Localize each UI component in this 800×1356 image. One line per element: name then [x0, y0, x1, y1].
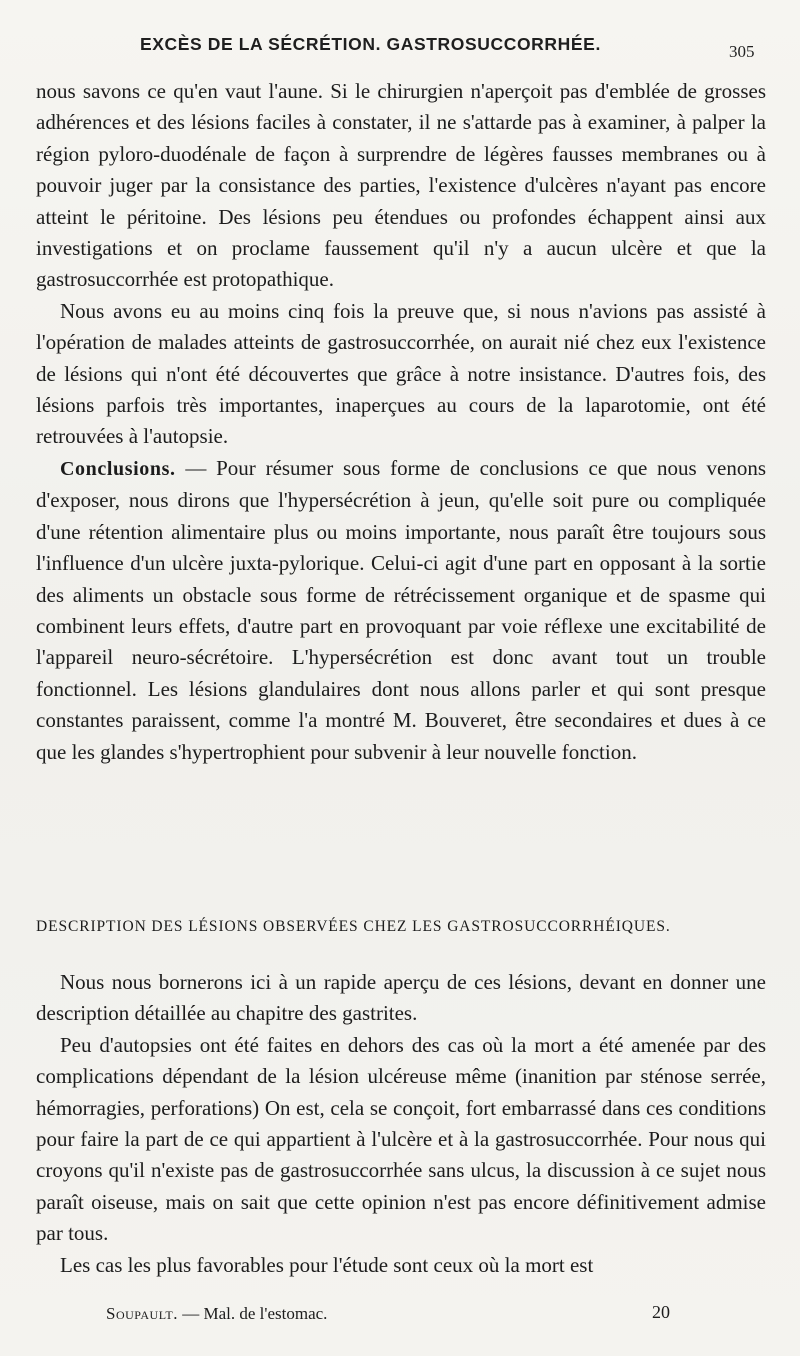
running-head — [0, 34, 800, 60]
conclusions-text: — Pour résumer sous forme de conclusions ce que nous venons d'exposer, nous dirons que l'hypersécrétion à jeun, qu'elle soit pure ou compliquée d'une rétention alimentaire plus ou moins importante, nous paraît être toujours sous l'influence d'un ulcère juxta-pylorique. Celui-ci agit d'une part en opposant à la sortie des aliments un obstacle sous forme de rétrécissement organique et de spasme qui combinent leurs effets, d'autre part en provoquant par voie réflexe une excitabilité de l'appareil neuro-sécrétoire. L'hypersécrétion est donc avant tout un trouble fonctionnel. Les lésions glandulaires dont nous allons parler et qui sont presque constantes paraissent, comme l'a montré M. Bouveret, être secondaires et dues à ce que les glandes s'hypertrophient pour subvenir à leur nouvelle fonction. — [36, 455, 766, 764]
paragraph: Peu d'autopsies ont été faites en dehors des cas où la mort a été amenée par des complications dépendant de la lésion ulcéreuse même (inanition par sténose serrée, hémorragies, perforations) On est, cela se conçoit, fort embarrassé dans ces conditions pour faire la part de ce qui appartient à l'ulcère et à la gastrosuccorrhée. Pour nous qui croyons qu'il n'existe pas de gastrosuccorrhée sans ulcus, la discussion à ce sujet nous paraît oiseuse, mais on sait que cette opinion n'est pas encore définitivement admise par tous. — [36, 1032, 766, 1246]
text-block-lower — [36, 967, 766, 1281]
signature-mark: 20 — [652, 1302, 670, 1322]
footer-citation — [106, 1304, 327, 1324]
paragraph: Les cas les plus favorables pour l'étude sont ceux où la mort est — [60, 1252, 594, 1277]
section-heading: DESCRIPTION DES LÉSIONS OBSERVÉES CHEZ LES GASTROSUCCORRHÉIQUES. — [36, 918, 671, 935]
text-block-upper — [36, 76, 766, 768]
running-title: EXCÈS DE LA SÉCRÉTION. GASTROSUCCORRHÉE. — [140, 34, 601, 54]
paragraph: Nous nous bornerons ici à un rapide aperçu de ces lésions, devant en donner une description détaillée au chapitre des gastrites. — [36, 970, 766, 1026]
paragraph-continued: nous savons ce qu'en vaut l'aune. Si le chirurgien n'aperçoit pas d'emblée de grosses adhérences et des lésions faciles à constater, il ne s'attarde pas à examiner, à palper la région pyloro-duodénale de façon à surprendre de légères fausses membranes ou à pouvoir juger par la consistance des parties, l'existence d'ulcères n'ayant pas encore atteint le péritoine. Des lésions peu étendues ou profondes échappent ainsi aux investigations et on proclame faussement qu'il n'y a aucun ulcère et que la gastrosuccorrhée est protopathique. — [36, 79, 766, 292]
footer-author: Soupault. — [106, 1304, 178, 1323]
page-footer — [0, 1304, 800, 1334]
page-number: 305 — [729, 42, 755, 61]
conclusions-lead: Conclusions. — [60, 457, 176, 480]
footer-book-title: — Mal. de l'estomac. — [178, 1304, 328, 1323]
paragraph: Nous avons eu au moins cinq fois la preuve que, si nous n'avions pas assisté à l'opération de malades atteints de gastrosuccorrhée, on aurait nié chez eux l'existence de lésions qui n'ont été découvertes que grâce à notre insistance. D'autres fois, des lésions parfois très importantes, inaperçues au cours de la laparotomie, ont été retrouvées à l'autopsie. — [36, 298, 766, 449]
conclusions-paragraph — [36, 453, 766, 768]
